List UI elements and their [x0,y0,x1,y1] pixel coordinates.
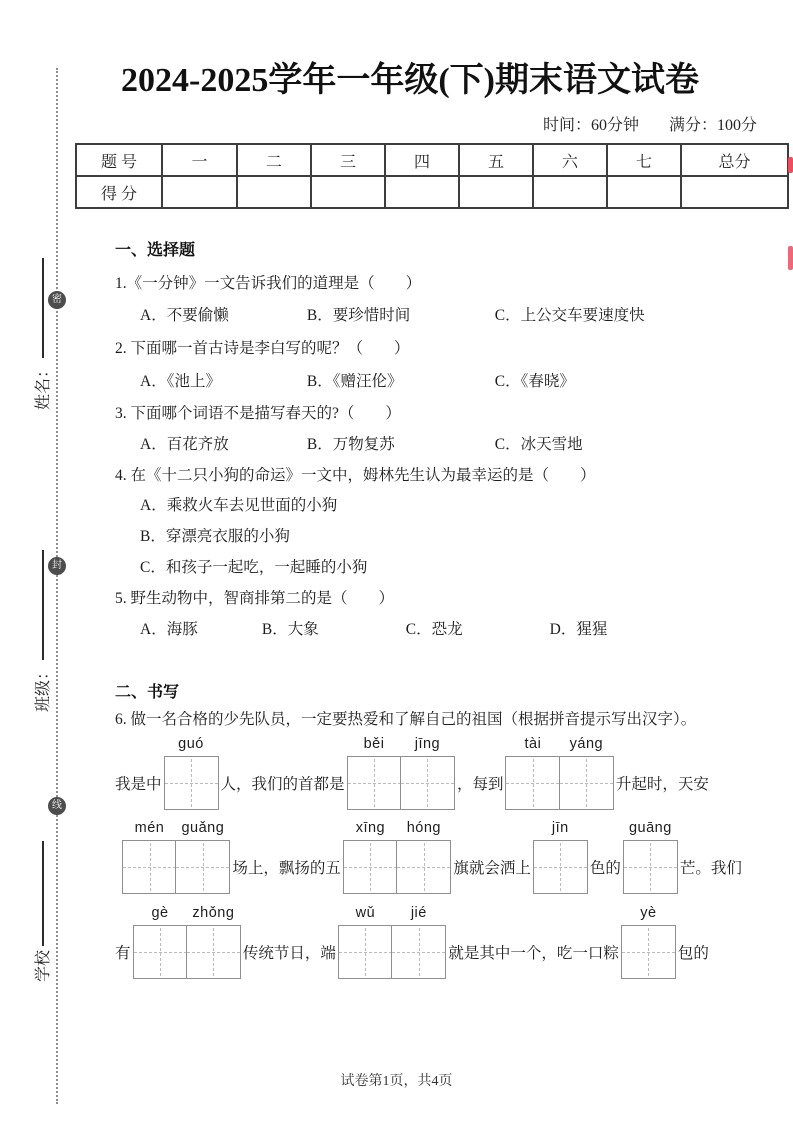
hanzi-box-group [347,736,455,810]
q3-option-b: B．万物复苏 [306,436,395,453]
q1-option-b: B．要珍惜时间 [306,307,411,324]
pinyin-label: mén [134,820,165,836]
hanzi-box-group [338,905,446,979]
question-6: 6. 做一名合格的少先队员，一定要热爱和了解自己的祖国（根据拼音提示写出汉字）。 [115,711,697,728]
score-cell [311,176,385,208]
writing-line-1 [115,736,709,810]
score-cell [681,176,788,208]
w1-text-1: 人，我们的首都是 [220,776,345,793]
score-cell [607,176,681,208]
q1-option-a: A．不要偷懒 [140,307,229,324]
hanzi-box-group [621,905,676,979]
question-3: 3. 下面哪个词语不是描写春天的?（ ） [115,405,401,422]
w2-text-2: 色的 [589,860,621,877]
header-cell-7: 七 [607,144,681,176]
hanzi-box [133,905,188,979]
hanzi-box [621,905,676,979]
header-cell-5: 五 [459,144,533,176]
hanzi-box [347,736,402,810]
hanzi-box-group [533,820,588,894]
question-2: 2. 下面哪一首古诗是李白写的呢？（ ） [115,340,410,357]
q2-option-c: C．《春晓》 [494,373,575,390]
hanzi-box [122,820,177,894]
score-cell [237,176,311,208]
q3-option-a: A．百花齐放 [140,436,229,453]
header-cell-3: 三 [311,144,385,176]
w3-text-1: 传统节日，端 [242,945,336,962]
seal-char-feng: 封 [48,557,66,575]
header-cell-6: 六 [533,144,607,176]
header-cell-total: 总分 [681,144,788,176]
question-5: 5. 野生动物中，智商排第二的是（ ） [115,590,395,607]
question-2-options [115,369,575,391]
full-score-label: 满分：100分 [668,117,757,134]
seal-dotted-line [56,68,58,1104]
w2-text-3: 芒。我们 [679,860,742,877]
hanzi-box-group [133,905,241,979]
pinyin-label: jié [410,905,427,921]
exam-meta [543,112,757,135]
hanzi-box [338,905,393,979]
hanzi-box [164,736,219,810]
school-label: 学校 [35,949,52,982]
question-1: 1.《一分钟》一文告诉我们的道理是（ ） [115,275,422,292]
w1-text-2: ，每到 [456,776,504,793]
hanzi-box [559,736,614,810]
hanzi-box [623,820,678,894]
q3-option-c: C．冰天雪地 [494,436,583,453]
pinyin-label: guǎng [181,820,225,836]
score-cell [162,176,237,208]
seal-char-mi: 密 [48,291,66,309]
student-name-field [30,258,53,410]
pinyin-label: yè [640,905,657,921]
question-5-options [115,617,607,639]
pinyin-label: xīng [355,820,386,836]
q5-option-d: D．猩猩 [549,621,608,638]
score-table-score-row [76,176,788,208]
pinyin-label: zhǒng [192,905,235,921]
score-table [75,143,789,209]
time-limit-label: 时间：60分钟 [542,117,639,134]
w1-text-3: 升起时，天安 [615,776,709,793]
writing-line-3 [115,905,709,979]
hanzi-box [396,820,451,894]
scan-red-mark [788,157,793,173]
hanzi-box-group [343,820,451,894]
hanzi-box [186,905,241,979]
class-label: 班级： [35,663,52,712]
header-cell-2: 二 [237,144,311,176]
q4-option-b: B．穿漂亮衣服的小狗 [140,528,290,545]
hanzi-box [175,820,230,894]
pinyin-label: yáng [569,736,604,752]
hanzi-box-group [505,736,613,810]
score-table-header-row [76,144,788,176]
q4-option-c: C．和孩子一起吃，一起睡的小狗 [140,559,368,576]
pinyin-label: hóng [406,820,441,836]
writing-line-2 [120,820,742,894]
pinyin-label: guó [178,736,204,752]
q5-option-b: B．大象 [261,621,319,638]
student-name-blank-line [40,258,44,358]
class-blank-line [40,550,44,660]
school-field [30,841,53,982]
hanzi-box-group [623,820,678,894]
section1-title: 一、选择题 [115,242,196,259]
pinyin-label: guāng [628,820,672,836]
hanzi-box-group [122,820,230,894]
score-cell [533,176,607,208]
score-row-label: 得 分 [76,176,162,208]
pinyin-label: jīn [551,820,569,836]
seal-char-xian: 线 [48,797,66,815]
pinyin-label: tài [524,736,542,752]
question-4: 4. 在《十二只小狗的命运》一文中，姆林先生认为最幸运的是（ ） [115,467,596,484]
school-blank-line [40,841,44,946]
hanzi-box [391,905,446,979]
w3-text-3: 包的 [677,945,709,962]
w1-text-0: 我是中 [115,776,162,793]
hanzi-box-group [164,736,219,810]
w3-text-2: 就是其中一个，吃一口粽 [448,945,619,962]
score-cell [459,176,533,208]
header-cell-1: 一 [162,144,237,176]
pinyin-label: wǔ [355,905,376,921]
w2-text-0: 场上，飘扬的五 [232,860,341,877]
question-3-options [115,432,583,454]
header-cell-4: 四 [385,144,459,176]
header-cell-question-no: 题 号 [76,144,162,176]
exam-title: 2024-2025学年一年级(下)期末语文试卷 [121,62,699,99]
q1-option-c: C．上公交车要速度快 [494,307,645,324]
hanzi-box [533,820,588,894]
q4-option-a: A．乘救火车去见世面的小狗 [140,497,338,514]
class-field [30,550,53,712]
pinyin-label: jīng [414,736,441,752]
q2-option-a: A．《池上》 [140,373,221,390]
score-cell [385,176,459,208]
hanzi-box [400,736,455,810]
q5-option-a: A．海豚 [140,621,198,638]
w3-text-0: 有 [115,945,131,962]
hanzi-box [343,820,398,894]
q2-option-b: B．《赠汪伦》 [306,373,403,390]
pinyin-label: gè [151,905,169,921]
q5-option-c: C．恐龙 [405,621,463,638]
scan-red-mark [788,246,793,270]
pinyin-label: běi [363,736,385,752]
hanzi-box [505,736,560,810]
w2-text-1: 旗就会洒上 [453,860,531,877]
student-name-label: 姓名： [35,361,52,410]
page-number-footer: 试卷第1页，共4页 [340,1074,453,1089]
question-1-options [115,303,645,325]
section2-title: 二、书写 [115,684,180,701]
